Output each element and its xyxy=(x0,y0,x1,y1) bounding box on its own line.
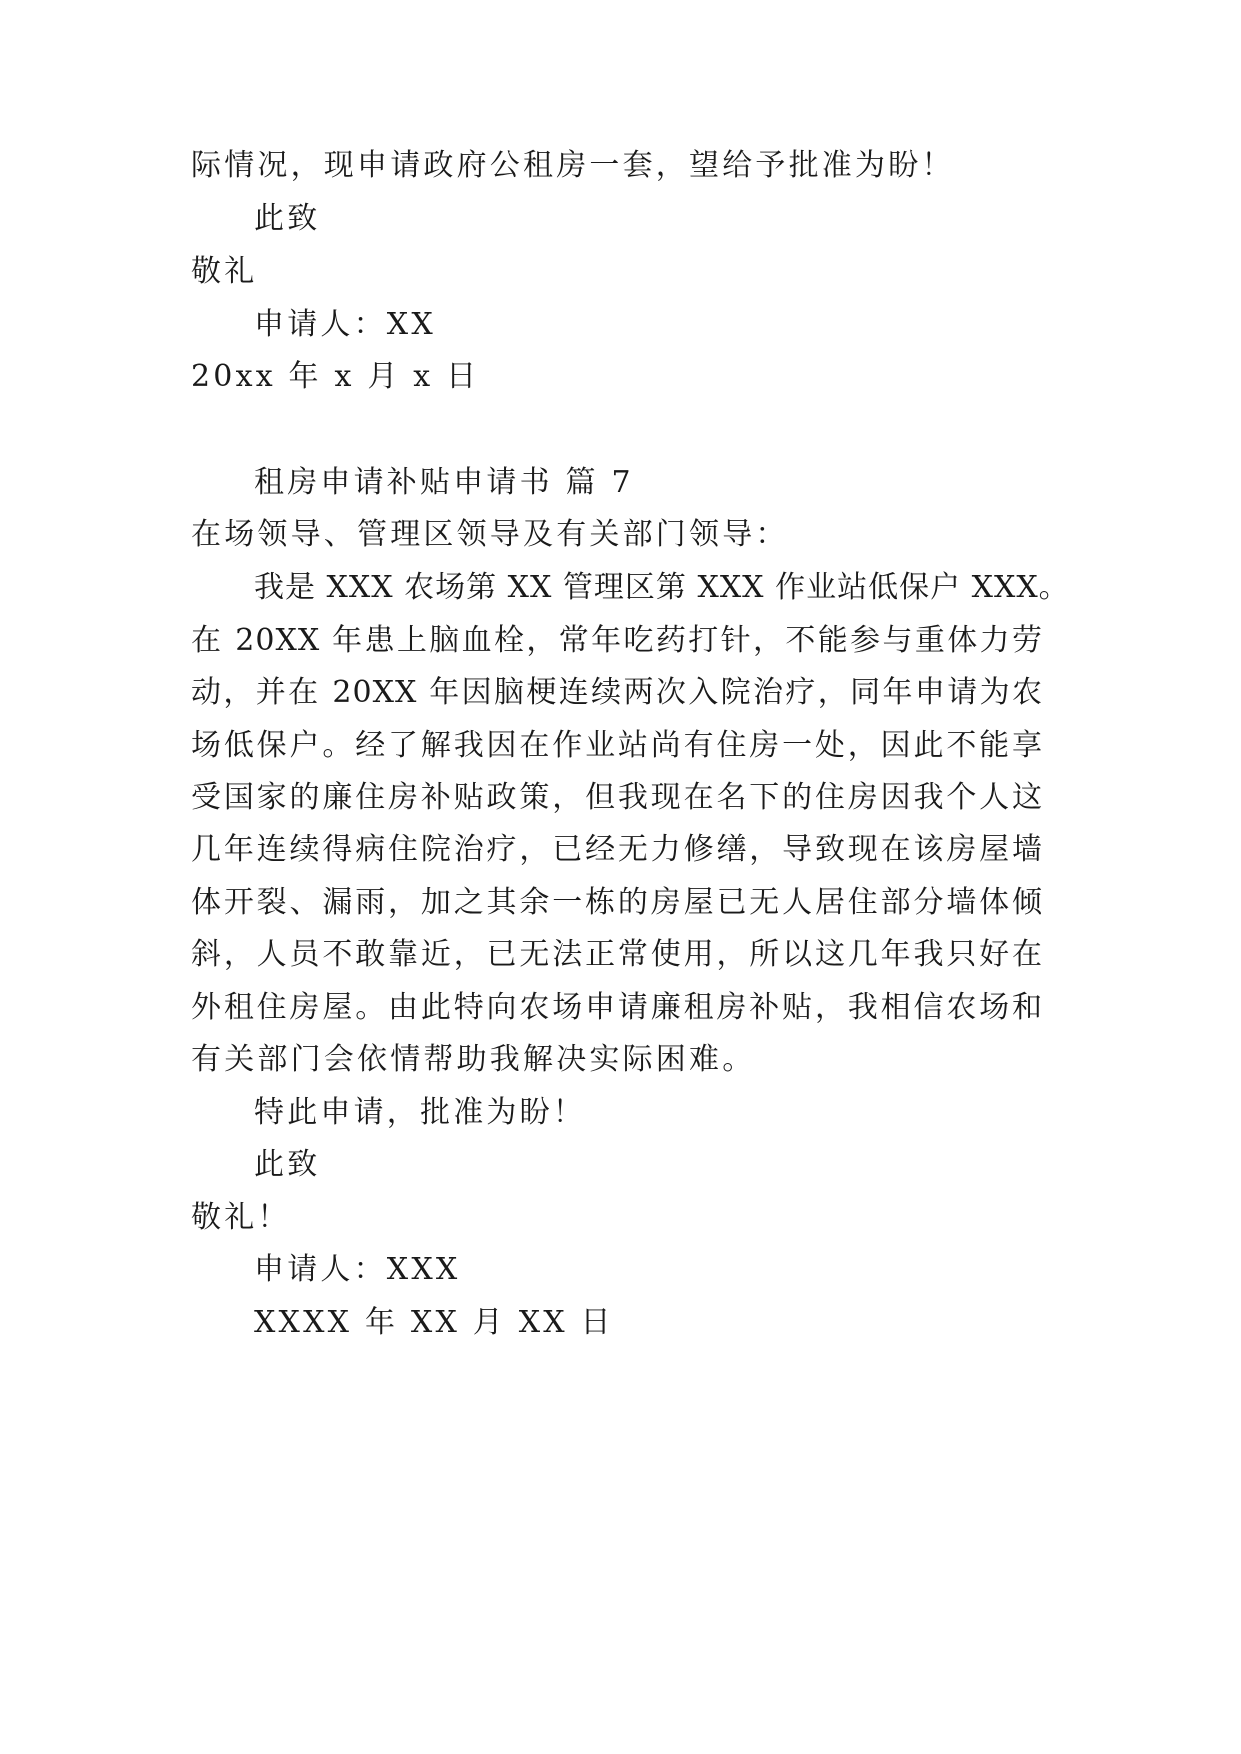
body-line: 体开裂、漏雨，加之其余一栋的房屋已无人居住部分墙体倾 xyxy=(191,885,1043,920)
applicant-line: 申请人：XX xyxy=(254,307,436,342)
request-line: 特此申请，批准为盼！ xyxy=(254,1095,586,1130)
body-line: 在 20XX 年患上脑血栓，常年吃药打针，不能参与重体力劳 xyxy=(191,623,1043,658)
applicant-line: 申请人：XXX xyxy=(254,1252,461,1287)
body-line: 斜，人员不敢靠近，已无法正常使用，所以这几年我只好在 xyxy=(191,937,1043,972)
date-line: 20xx 年 x 月 x 日 xyxy=(191,359,480,394)
body-line: 场低保户。经了解我因在作业站尚有住房一处，因此不能享 xyxy=(191,728,1043,763)
body-line: 我是 XXX 农场第 XX 管理区第 XXX 作业站低保户 XXX。 xyxy=(254,570,1070,605)
body-line: 外租住房屋。由此特向农场申请廉租房补贴，我相信农场和 xyxy=(191,990,1043,1025)
section-title: 租房申请补贴申请书 篇 7 xyxy=(254,465,634,500)
closing-line-1: 此致 xyxy=(254,201,321,236)
body-line: 动，并在 20XX 年因脑梗连续两次入院治疗，同年申请为农 xyxy=(191,675,1043,710)
closing-line-1: 此致 xyxy=(254,1147,321,1182)
continuation-line: 际情况，现申请政府公租房一套，望给予批准为盼！ xyxy=(191,148,955,183)
salutation: 在场领导、管理区领导及有关部门领导： xyxy=(191,517,789,552)
body-line: 有关部门会依情帮助我解决实际困难。 xyxy=(191,1042,756,1077)
closing-line-2: 敬礼 xyxy=(191,254,258,289)
body-line: 受国家的廉住房补贴政策，但我现在名下的住房因我个人这 xyxy=(191,780,1043,815)
closing-line-2: 敬礼！ xyxy=(191,1200,291,1235)
body-line: 几年连续得病住院治疗，已经无力修缮，导致现在该房屋墙 xyxy=(191,832,1043,867)
date-line: XXXX 年 XX 月 XX 日 xyxy=(254,1305,614,1340)
